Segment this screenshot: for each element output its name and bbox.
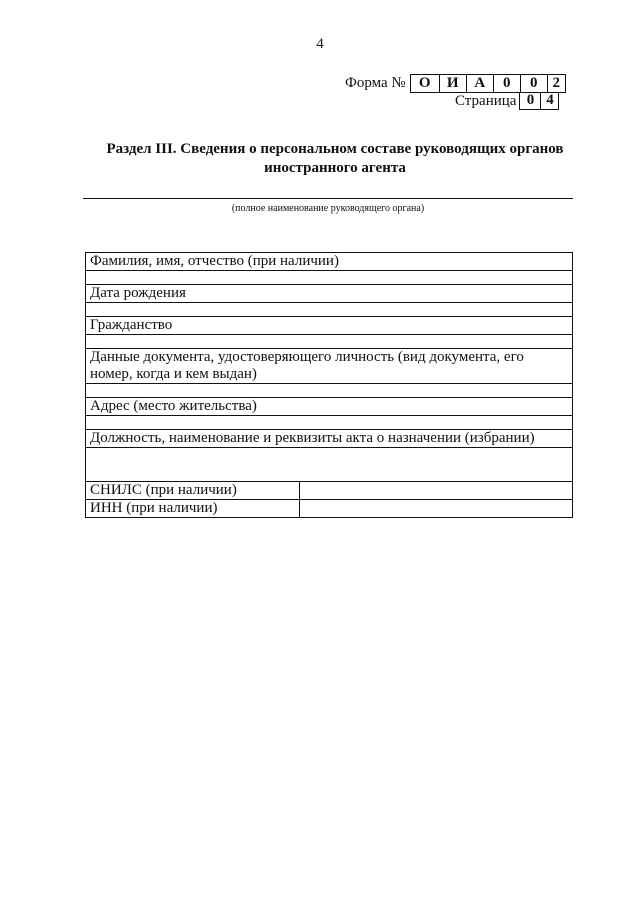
fio-field[interactable] bbox=[86, 271, 573, 285]
section-title-line: иностранного агента bbox=[264, 160, 406, 176]
citizenship-field[interactable] bbox=[86, 335, 573, 349]
page-code-cell: 0 bbox=[520, 92, 541, 109]
form-code-cell: 0 bbox=[494, 75, 521, 92]
form-code-cell: И bbox=[440, 75, 467, 92]
address-field[interactable] bbox=[86, 416, 573, 430]
inn-field[interactable] bbox=[300, 500, 573, 518]
page-code bbox=[455, 92, 559, 110]
section-title-line: Раздел III. Сведения о персональном составе руководящих органов bbox=[106, 141, 564, 157]
org-name-field-line[interactable] bbox=[83, 198, 573, 199]
personal-info-table bbox=[85, 252, 573, 518]
org-name-caption: (полное наименование руководящего органа) bbox=[231, 203, 425, 214]
snils-label: СНИЛС (при наличии) bbox=[86, 482, 300, 500]
fio-label: Фамилия, имя, отчество (при наличии) bbox=[86, 253, 573, 271]
form-code-cell: 0 bbox=[521, 75, 548, 92]
form-code-cell: 2 bbox=[552, 75, 560, 91]
address-label: Адрес (место жительства) bbox=[86, 398, 573, 416]
form-code-cell: О bbox=[411, 75, 440, 92]
document-label-line: номер, когда и кем выдан) bbox=[90, 366, 257, 382]
form-number-label: Форма № bbox=[345, 75, 406, 91]
birth-date-field[interactable] bbox=[86, 303, 573, 317]
position-field[interactable] bbox=[86, 448, 573, 482]
page-code-cells bbox=[519, 92, 559, 110]
form-code-cells bbox=[410, 74, 566, 93]
document-label bbox=[86, 349, 573, 384]
form-code-cell: А bbox=[467, 75, 494, 92]
birth-date-label: Дата рождения bbox=[86, 285, 573, 303]
page-number: 4 bbox=[316, 36, 324, 52]
citizenship-label: Гражданство bbox=[86, 317, 573, 335]
page-code-cell: 4 bbox=[546, 92, 554, 108]
snils-field[interactable] bbox=[300, 482, 573, 500]
document-field[interactable] bbox=[86, 384, 573, 398]
position-label: Должность, наименование и реквизиты акта о назначении (избрании) bbox=[86, 430, 573, 448]
section-title bbox=[80, 140, 590, 178]
page-code-label: Страница bbox=[455, 92, 517, 109]
form-number bbox=[345, 74, 566, 93]
inn-label: ИНН (при наличии) bbox=[86, 500, 300, 518]
document-label-line: Данные документа, удостоверяющего личность (вид документа, его bbox=[90, 349, 524, 365]
